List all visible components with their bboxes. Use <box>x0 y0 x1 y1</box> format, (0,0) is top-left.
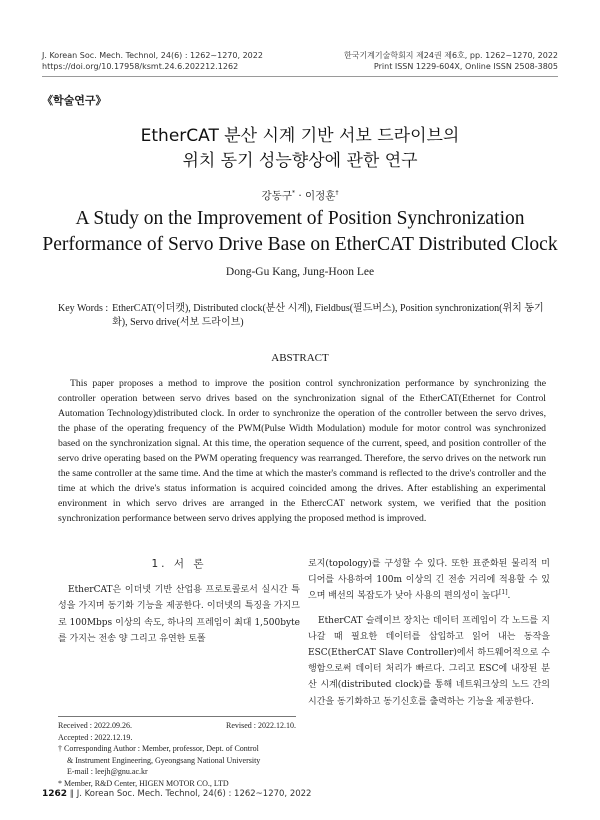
corresponding-line1: Corresponding Author : Member, professor, Dept. of Control <box>64 744 259 753</box>
section-tag: 《학술연구》 <box>42 94 107 107</box>
doi-link[interactable]: https://doi.org/10.17958/ksmt.24.6.202212.1262 <box>42 62 239 71</box>
member-line: Member, R&D Center, HIGEN MOTOR CO., LTD <box>64 778 229 788</box>
title-korean-line1: EtherCAT 분산 시계 기반 서보 드라이브의 <box>140 126 460 146</box>
author-1-mark: * <box>291 189 295 197</box>
running-header-left <box>42 50 263 72</box>
abstract-heading: ABSTRACT <box>271 352 329 364</box>
paragraph: EtherCAT은 이더넷 기반 산업용 프로토콜로서 실시간 특성을 가지며 동기화 기능을 제공한다. 이더넷의 특징을 가지므로 100Mbps 이상의 속도, 하나의 프레임이 최대 1,500byte를 가지는 전송 양 그리고 유연한 토폴 <box>58 585 300 644</box>
title-korean-line2: 위치 동기 성능향상에 관한 연구 <box>182 151 418 171</box>
title-korean <box>0 124 600 174</box>
corresponding-mark: † <box>58 744 62 753</box>
author-2-mark: † <box>335 189 339 197</box>
accepted-date: Accepted : 2022.12.19. <box>58 732 133 742</box>
paragraph-end: . <box>507 591 511 602</box>
received-revised-row <box>58 720 296 732</box>
body-column-right <box>308 556 550 710</box>
member-note <box>58 778 296 790</box>
journal-citation: J. Korean Soc. Mech. Technol, 24(6) : 1262~1270, 2022 <box>42 51 263 60</box>
title-english <box>0 206 600 258</box>
footer-citation: J. Korean Soc. Mech. Technol, 24(6) : 1262~1270, 2022 <box>76 789 312 799</box>
title-english-line1: A Study on the Improvement of Position Synchronization <box>75 208 525 229</box>
keywords-text: EtherCAT(이더캣), Distributed clock(분산 시계), Fieldbus(필드버스), Position synchronization(위치 동기화), Servo drive(서보 드라이브) <box>112 303 544 328</box>
page-number: 1262 <box>42 789 68 799</box>
issn: Print ISSN 1229-604X, Online ISSN 2508-3805 <box>373 62 558 71</box>
paragraph-continued <box>308 556 550 605</box>
keywords-label: Key Words : <box>58 303 109 314</box>
abstract-body: This paper proposes a method to improve the position control synchronization performance by synchronizing the controller operation between servo drives based on the synchronization signal of the EtherCAT(Ethernet for Control Automation Technology)distributed clock. In order to synchronize the operation of the controller between the servo drives, the phase of the operating frequency of the PWM(Pulse Width Modulation) module for motor control was synchronized based on the synchronization signal. At this time, the operation sequence of the current, speed, and position controller of the servo drive operating based on the PWM operating frequency was rearranged. Therefore, the servo drives on the network run the same controller at the same time. And the time at which the master's command is reflected to the drive's controller and the time at which the drive's status information is acquired coincided among the drives. After establishing an experimental environment in which servo drives are arranged in the EthercCAT network system, we verified that the position synchronization performance between servo drives applying the proposed method is improved. <box>58 378 546 524</box>
author-2: 이정훈 <box>305 190 336 202</box>
keywords <box>58 302 548 330</box>
revised-date: Revised : 2022.12.10. <box>226 721 296 730</box>
citation-ref[interactable]: [1] <box>499 589 508 597</box>
corresponding-email[interactable]: E-mail : leejh@gnu.ac.kr <box>67 767 148 776</box>
page-footer <box>42 789 311 799</box>
member-mark: * <box>58 778 62 788</box>
footnote-divider <box>58 716 296 717</box>
footer-separator: ∥ <box>69 789 77 799</box>
author-1: 강동구 <box>261 190 292 202</box>
section-heading-introduction: 1. 서 론 <box>151 558 207 570</box>
author-separator: · <box>294 190 305 202</box>
paragraph: EtherCAT 슬레이브 장치는 데이터 프레임이 각 노드를 지나갈 때 필요한 데이터를 삽입하고 읽어 내는 동작을 ESC(EtherCAT Slave Controller)에서 하드웨어적으로 수행함으로써 데이터 처리가 빠르다. 그리고 ESC에 내장된 분산 시계(distributed clock)를 통해 네트워크상의 노드 간의 시간을 동기화하고 동기신호를 출력하는 기능을 제공한다. <box>308 615 550 707</box>
running-header-right <box>344 50 558 72</box>
paragraph-text: 로지(topology)를 구성할 수 있다. 또한 표준화된 물리적 미디어를 사용하여 100m 이상의 긴 전송 거리에 적용할 수 있으며 배선의 복잡도가 낮아 사용의 편의성이 높다 <box>308 559 550 602</box>
header-divider <box>42 76 558 77</box>
title-english-line2: Performance of Servo Drive Base on EtherCAT Distributed Clock <box>42 234 558 255</box>
received-date: Received : 2022.09.26. <box>58 721 132 730</box>
authors-english: Dong-Gu Kang, Jung-Hoon Lee <box>225 266 375 278</box>
authors-korean <box>0 188 600 203</box>
corresponding-author <box>58 743 296 755</box>
body-column-left <box>58 556 300 647</box>
journal-citation-ko: 한국기계기술학회지 제24권 제6호, pp. 1262~1270, 2022 <box>343 51 558 60</box>
corresponding-line2: & Instrument Engineering, Gyeongsang National University <box>67 755 261 765</box>
footnotes <box>58 720 296 789</box>
